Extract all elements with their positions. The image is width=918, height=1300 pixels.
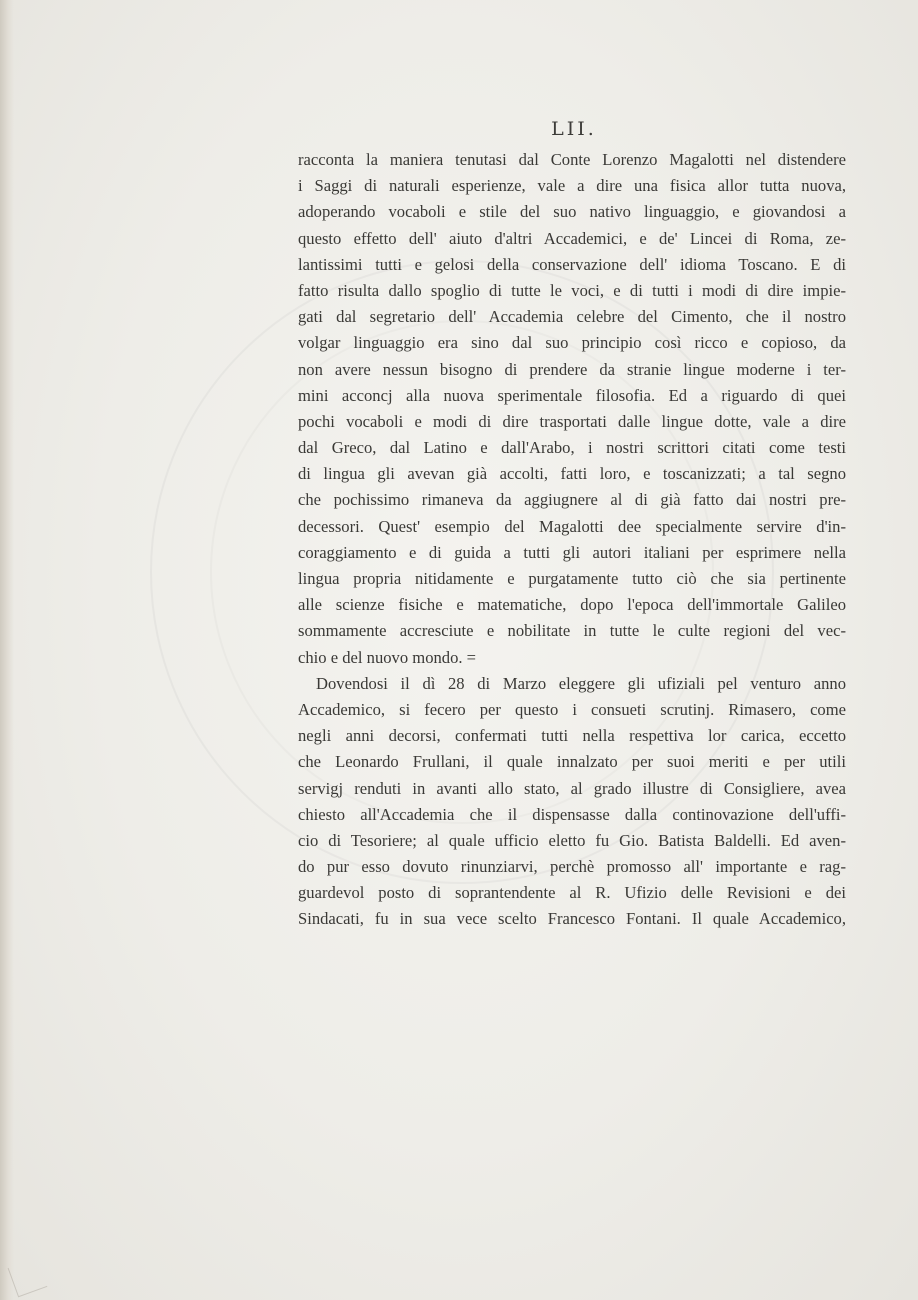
text-line: mini acconcj alla nuova sperimentale filosofia. Ed a riguardo di quei xyxy=(298,385,846,405)
page-number: LII. xyxy=(551,118,597,140)
text-line: coraggiamento e di guida a tutti gli autori italiani per esprimere nella xyxy=(298,542,846,562)
text-line: adoperando vocaboli e stile del suo nativo linguaggio, e giovandosi a xyxy=(298,202,846,222)
text-line: dal Greco, dal Latino e dall'Arabo, i nostri scrittori citati come testi xyxy=(298,438,846,458)
text-line: gati dal segretario dell' Accademia celebre del Cimento, che il nostro xyxy=(298,307,846,327)
text-line: non avere nessun bisogno di prendere da stranie lingue moderne i ter- xyxy=(298,359,846,379)
text-line: questo effetto dell' aiuto d'altri Accademici, e de' Lincei di Roma, ze- xyxy=(298,228,846,248)
text-line: Accademico, si fecero per questo i consueti scrutinj. Rimasero, come xyxy=(298,699,846,719)
text-line: negli anni decorsi, confermati tutti nella respettiva lor carica, eccetto xyxy=(298,726,846,746)
text-line: lingua propria nitidamente e purgatamente tutto ciò che sia pertinente xyxy=(298,569,846,588)
page-binding-edge xyxy=(0,0,14,1300)
text-line: chio e del nuovo mondo. = xyxy=(298,647,477,667)
paragraph-2 xyxy=(298,671,846,933)
text-line: pochi vocaboli e modi di dire trasportati dalle lingue dotte, vale a dire xyxy=(298,411,846,431)
text-line: racconta la maniera tenutasi dal Conte Lorenzo Magalotti nel distendere xyxy=(298,150,846,169)
text-line: do pur esso dovuto rinunziarvi, perchè promosso all' importante e rag- xyxy=(298,857,846,877)
paragraph-1 xyxy=(298,147,846,671)
body-text xyxy=(298,147,846,933)
text-line: alle scienze fisiche e matematiche, dopo l'epoca dell'immortale Galileo xyxy=(298,595,846,615)
text-line: cio di Tesoriere; al quale ufficio eletto fu Gio. Batista Baldelli. Ed aven- xyxy=(298,830,846,850)
text-line: fatto risulta dallo spoglio di tutte le voci, e di tutti i modi di dire impie- xyxy=(298,280,846,300)
text-line: decessori. Quest' esempio del Magalotti dee specialmente servire d'in- xyxy=(298,516,846,536)
text-line: guardevol posto di soprantendente al R. Ufizio delle Revisioni e dei xyxy=(298,883,846,903)
text-line: sommamente accresciute e nobilitate in tutte le culte regioni del vec- xyxy=(298,621,846,641)
text-line: Sindacati, fu in sua vece scelto Francesco Fontani. Il quale Accademico, xyxy=(298,909,846,929)
text-line: servigj renduti in avanti allo stato, al grado illustre di Consigliere, avea xyxy=(298,778,846,798)
text-line: che pochissimo rimaneva da aggiugnere al di già fatto dai nostri pre- xyxy=(298,490,846,510)
text-line: di lingua gli avevan già accolti, fatti loro, e toscanizzati; a tal segno xyxy=(298,464,846,484)
text-line: Dovendosi il dì 28 di Marzo eleggere gli ufiziali pel venturo anno xyxy=(316,673,846,693)
text-line: chiesto all'Accademia che il dispensasse dalla continovazione dell'uffi- xyxy=(298,804,846,824)
text-line: volgar linguaggio era sino dal suo principio così ricco e copioso, da xyxy=(298,333,846,353)
text-line: lantissimi tutti e gelosi della conservazione dell' idioma Toscano. E di xyxy=(298,254,846,274)
text-line: che Leonardo Frullani, il quale innalzato per suoi meriti e per utili xyxy=(298,752,846,772)
text-line: i Saggi di naturali esperienze, vale a dire una fisica allor tutta nuova, xyxy=(298,176,846,196)
